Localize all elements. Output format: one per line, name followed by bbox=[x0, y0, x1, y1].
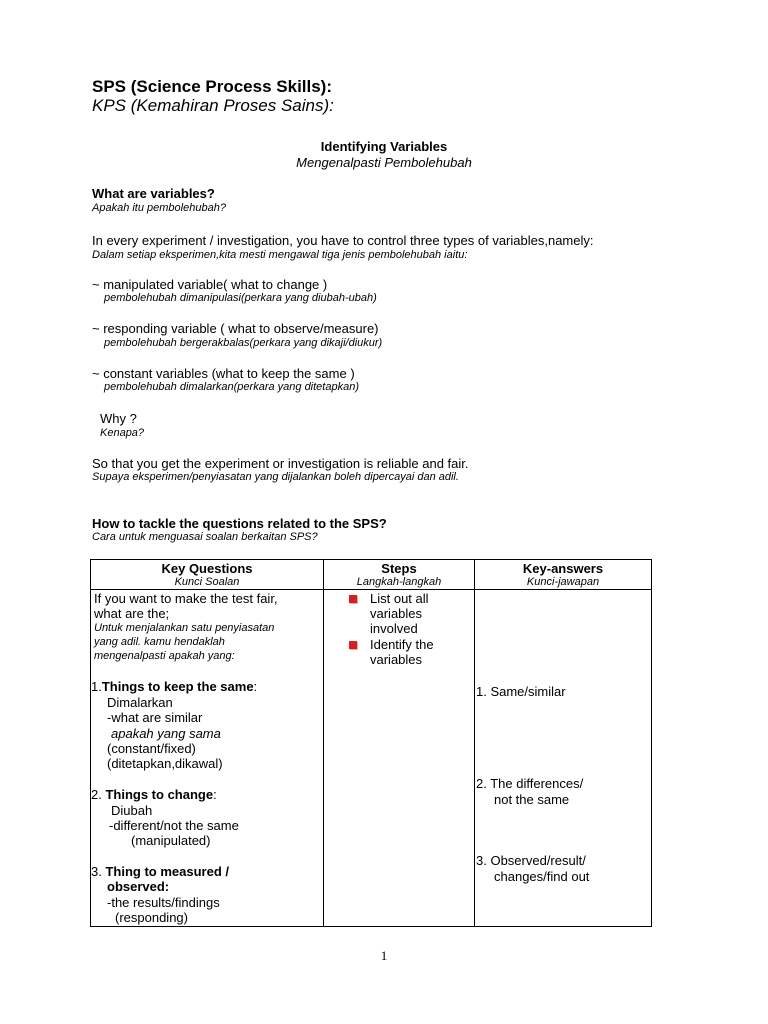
document-title-malay: KPS (Kemahiran Proses Sains): bbox=[92, 96, 334, 115]
sps-table bbox=[90, 559, 652, 927]
answer-text: not the same bbox=[494, 792, 570, 807]
responding-variable: ~ responding variable ( what to observe/measure) bbox=[92, 321, 379, 336]
cell-text: (responding) bbox=[115, 910, 188, 925]
header-label: Key Questions bbox=[161, 561, 253, 576]
bullet-icon bbox=[349, 595, 357, 603]
cell-text: (manipulated) bbox=[131, 833, 211, 848]
header-label: Key-answers bbox=[522, 561, 604, 576]
cell-text-malay: apakah yang sama bbox=[111, 726, 221, 741]
manipulated-variable-malay: pembolehubah dimanipulasi(perkara yang diubah-ubah) bbox=[104, 292, 377, 304]
section-subtitle: Mengenalpasti Pembolehubah bbox=[296, 155, 472, 170]
why-answer: So that you get the experiment or investigation is reliable and fair. bbox=[92, 456, 469, 471]
item-heading: Thing to measured / bbox=[105, 864, 229, 879]
section-title: Identifying Variables bbox=[320, 139, 448, 154]
cell-text: If you want to make the test fair, bbox=[94, 591, 278, 606]
step-text: List out all bbox=[370, 591, 429, 606]
cell-text-malay: yang adil. kamu hendaklah bbox=[94, 636, 225, 648]
table-header-row bbox=[91, 560, 652, 590]
table-row bbox=[91, 590, 652, 927]
constant-variables-malay: pembolehubah dimalarkan(perkara yang ditetapkan) bbox=[104, 381, 359, 393]
steps-cell bbox=[324, 590, 475, 927]
item-measure bbox=[91, 864, 229, 879]
bullet-icon bbox=[349, 641, 357, 649]
responding-variable-malay: pembolehubah bergerakbalas(perkara yang dikaji/diukur) bbox=[104, 337, 383, 349]
answer-text: 3. Observed/result/ bbox=[476, 853, 586, 868]
cell-text: Dimalarkan bbox=[107, 695, 173, 710]
intro-paragraph: In every experiment / investigation, you have to control three types of variables,namely: bbox=[92, 233, 594, 248]
item-change bbox=[91, 787, 217, 802]
header-label-malay: Kunci Soalan bbox=[174, 576, 240, 588]
header-key-answers bbox=[475, 560, 652, 590]
cell-text: -what are similar bbox=[107, 710, 203, 725]
cell-text: -the results/findings bbox=[107, 895, 220, 910]
item-heading: Things to change bbox=[105, 787, 214, 802]
answer-text: changes/find out bbox=[494, 869, 590, 884]
cell-text-malay: mengenalpasti apakah yang: bbox=[94, 650, 235, 662]
header-label-malay: Langkah-langkah bbox=[356, 576, 442, 588]
step-text: Identify the bbox=[370, 637, 434, 652]
item-colon: : bbox=[213, 787, 217, 802]
item-keep-same bbox=[91, 679, 257, 694]
step-text: variables bbox=[370, 606, 423, 621]
step-text: involved bbox=[370, 621, 418, 636]
header-label: Steps bbox=[381, 561, 417, 576]
question-variables: What are variables? bbox=[92, 186, 215, 201]
step-text: variables bbox=[370, 652, 423, 667]
tackle-question: How to tackle the questions related to the SPS? bbox=[92, 516, 387, 531]
intro-paragraph-malay: Dalam setiap eksperimen,kita mesti mengawal tiga jenis pembolehubah iaitu: bbox=[92, 249, 468, 261]
why-answer-malay: Supaya eksperimen/penyiasatan yang dijalankan boleh dipercayai dan adil. bbox=[92, 471, 459, 483]
item-colon: : bbox=[253, 679, 258, 694]
page-number: 1 bbox=[380, 948, 388, 963]
cell-text: (constant/fixed) bbox=[107, 741, 196, 756]
document-title: SPS (Science Process Skills): bbox=[92, 77, 333, 96]
question-variables-malay: Apakah itu pembolehubah? bbox=[92, 202, 226, 214]
answer-text: 1. Same/similar bbox=[476, 684, 566, 699]
why-question-malay: Kenapa? bbox=[100, 427, 145, 439]
item-number: 1. bbox=[91, 679, 102, 694]
header-label-malay: Kunci-jawapan bbox=[526, 576, 600, 588]
cell-text: Diubah bbox=[111, 803, 153, 818]
header-steps bbox=[324, 560, 475, 590]
header-key-questions bbox=[91, 560, 324, 590]
key-questions-cell bbox=[91, 590, 324, 927]
cell-text-malay: Untuk menjalankan satu penyiasatan bbox=[94, 622, 275, 634]
key-answers-cell bbox=[475, 590, 652, 927]
cell-text: (ditetapkan,dikawal) bbox=[107, 756, 223, 771]
item-number: 2. bbox=[91, 787, 106, 802]
tackle-question-malay: Cara untuk menguasai soalan berkaitan SPS? bbox=[92, 531, 318, 543]
why-question: Why ? bbox=[100, 411, 137, 426]
cell-text: -different/not the same bbox=[109, 818, 239, 833]
constant-variables: ~ constant variables (what to keep the same ) bbox=[92, 366, 355, 381]
item-heading-cont: observed: bbox=[107, 879, 170, 894]
answer-text: 2. The differences/ bbox=[476, 776, 584, 791]
cell-text: what are the; bbox=[94, 606, 170, 621]
manipulated-variable: ~ manipulated variable( what to change ) bbox=[92, 277, 328, 292]
item-number: 3. bbox=[91, 864, 106, 879]
item-heading: Things to keep the same bbox=[101, 679, 254, 694]
